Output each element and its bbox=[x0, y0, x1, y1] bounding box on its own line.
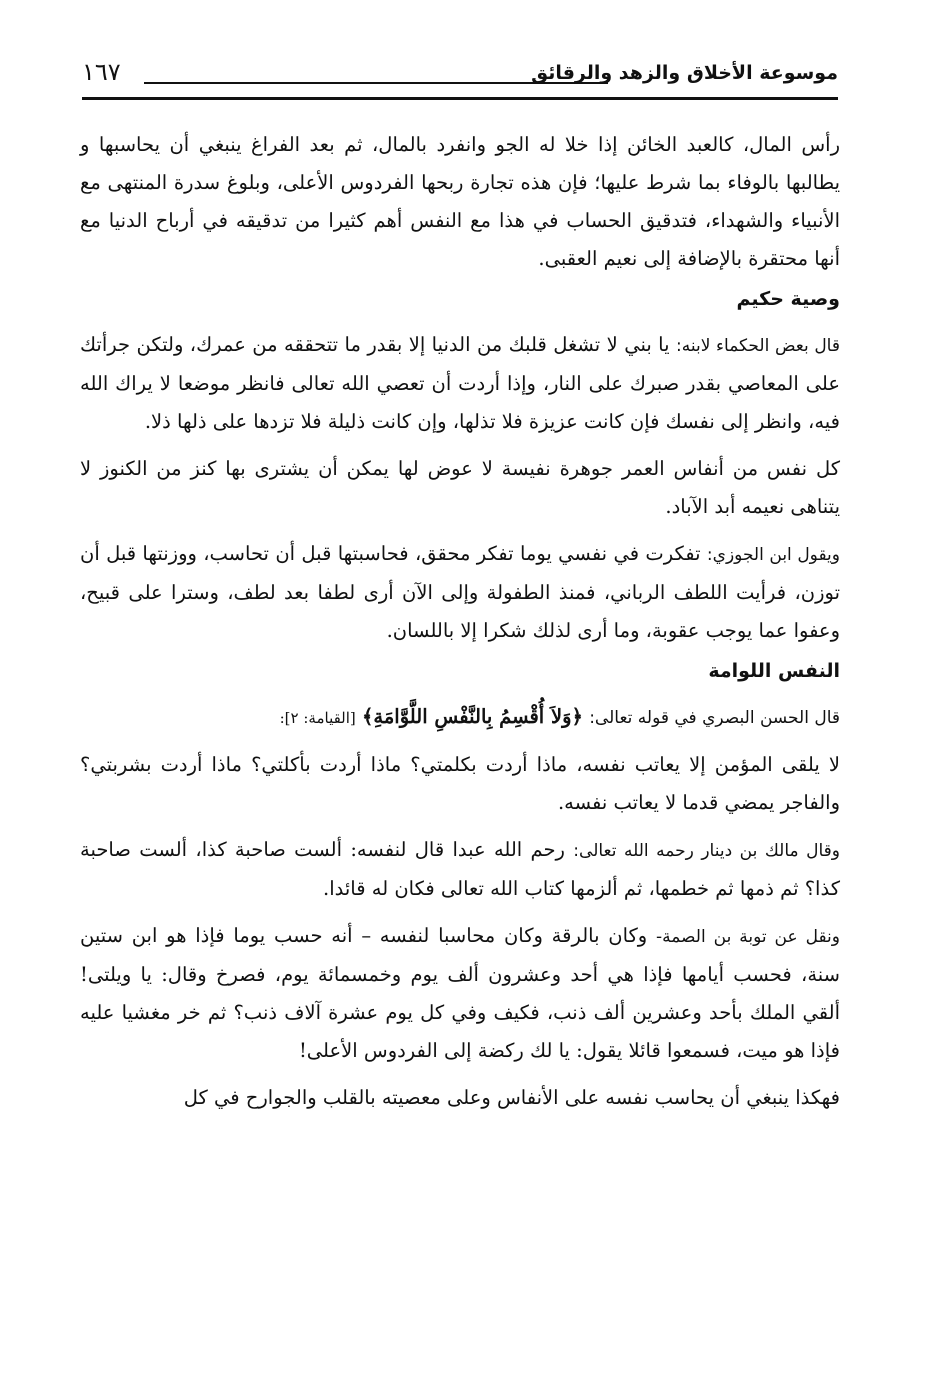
paragraph-3: كل نفس من أنفاس العمر جوهرة نفيسة لا عوض لها يمكن أن يشترى بها كنز من الكنوز لا يتناهى نعيمه أبد الآباد. bbox=[80, 457, 840, 518]
heading-wasiyyat-hakim: وصية حكيم bbox=[736, 288, 840, 310]
paragraph-2 bbox=[80, 326, 840, 441]
paragraph-6: لا يلقى المؤمن إلا يعاتب نفسه، ماذا أردت بكلمتي؟ ماذا أردت بأكلتي؟ ماذا أردت بشربتي؟ والفاجر يمضي قدما لا يعاتب نفسه. bbox=[80, 753, 840, 814]
page-number: ١٦٧ bbox=[82, 58, 121, 86]
paragraph-8 bbox=[80, 917, 840, 1070]
paragraph-7-lead: وقال مالك بن دينار رحمه الله تعالى: bbox=[573, 841, 840, 861]
paragraph-4 bbox=[80, 535, 840, 650]
page-body bbox=[80, 126, 840, 1117]
verse-reference: [القيامة: ٢]: bbox=[279, 709, 356, 727]
heading-nafs-lawwama: النفس اللوامة bbox=[708, 660, 840, 682]
paragraph-5-lead: قال الحسن البصري في قوله تعالى: bbox=[589, 708, 840, 728]
paragraph-1: رأس المال، كالعبد الخائن إذا خلا له الجو وانفرد بالمال، ثم بعد الفراغ ينبغي أن يحاسبها و يطالبها بالوفاء بما شرط عليها؛ فإن هذه تجارة ربحها الفردوس الأعلى، وبلوغ سدرة المنتهى مع الأنبياء والشهداء، فتدقيق الحساب في هذا مع النفس أهم كثيرا من تدقيقه في أرباح الدنيا مع أنها محتقرة بالإضافة إلى نعيم العقبى. bbox=[80, 133, 840, 270]
paragraph-7 bbox=[80, 831, 840, 908]
header-rule bbox=[82, 97, 838, 100]
paragraph-9: فهكذا ينبغي أن يحاسب نفسه على الأنفاس وعلى معصيته بالقلب والجوارح في كل bbox=[183, 1086, 840, 1109]
paragraph-2-text: يا بني لا تشغل قلبك من الدنيا إلا بقدر ما تتحققه من عمرك، ولتكن جرأتك على المعاصي بقدر صبرك على النار، وإذا أردت أن تعصي الله تعالى فانظر موضعا لا يراك الله فيه، وانظر إلى نفسك فإن كانت عزيزة فلا تذلها، وإن كانت ذليلة فلا تزدها على ذلها ذلا. bbox=[80, 333, 840, 433]
paragraph-2-lead: قال بعض الحكماء لابنه: bbox=[676, 336, 840, 356]
running-header bbox=[82, 58, 838, 98]
paragraph-8-lead: ونقل عن توبة بن الصمة- bbox=[655, 927, 840, 947]
paragraph-8-text: وكان بالرقة وكان محاسبا لنفسه – أنه حسب يوما فإذا هو ابن ستين سنة، فحسب أيامها فإذا هي أحد وعشرون ألف يوم وخمسمائة يوم، فصرخ وقال: يا ويلتى! ألقي الملك بأحد وعشرين ألف ذنب، فكيف وفي كل يوم عشرة آلاف ذنب؟ ثم خر مغشيا عليه فإذا هو ميت، فسمعوا قائلا يقول: يا لك ركضة إلى الفردوس الأعلى! bbox=[80, 924, 840, 1062]
paragraph-7-text: رحم الله عبدا قال لنفسه: ألست صاحبة كذا، ألست صاحبة كذا؟ ثم ذمها ثم خطمها، ثم ألزمها كتاب الله تعالى فكان له قائدا. bbox=[80, 838, 840, 900]
paragraph-5 bbox=[80, 698, 840, 737]
paragraph-4-lead: ويقول ابن الجوزي: bbox=[706, 545, 840, 565]
book-title: موسوعة الأخلاق والزهد والرقائق bbox=[531, 62, 838, 84]
header-leader-line bbox=[144, 82, 608, 84]
paragraph-4-text: تفكرت في نفسي يوما تفكر محقق، فحاسبتها قبل أن تحاسب، ووزنتها قبل أن توزن، فرأيت اللطف الرباني، فمنذ الطفولة وإلى الآن أرى لطفا بعد لطف، وسترا على قبيح، وعفوا عما يوجب عقوبة، وما أرى لذلك شكرا إلا باللسان. bbox=[80, 542, 840, 642]
quran-verse: ﴿وَلاَ أُقْسِمُ بِالنَّفْسِ اللَّوَّامَةِ﴾ bbox=[361, 705, 583, 728]
